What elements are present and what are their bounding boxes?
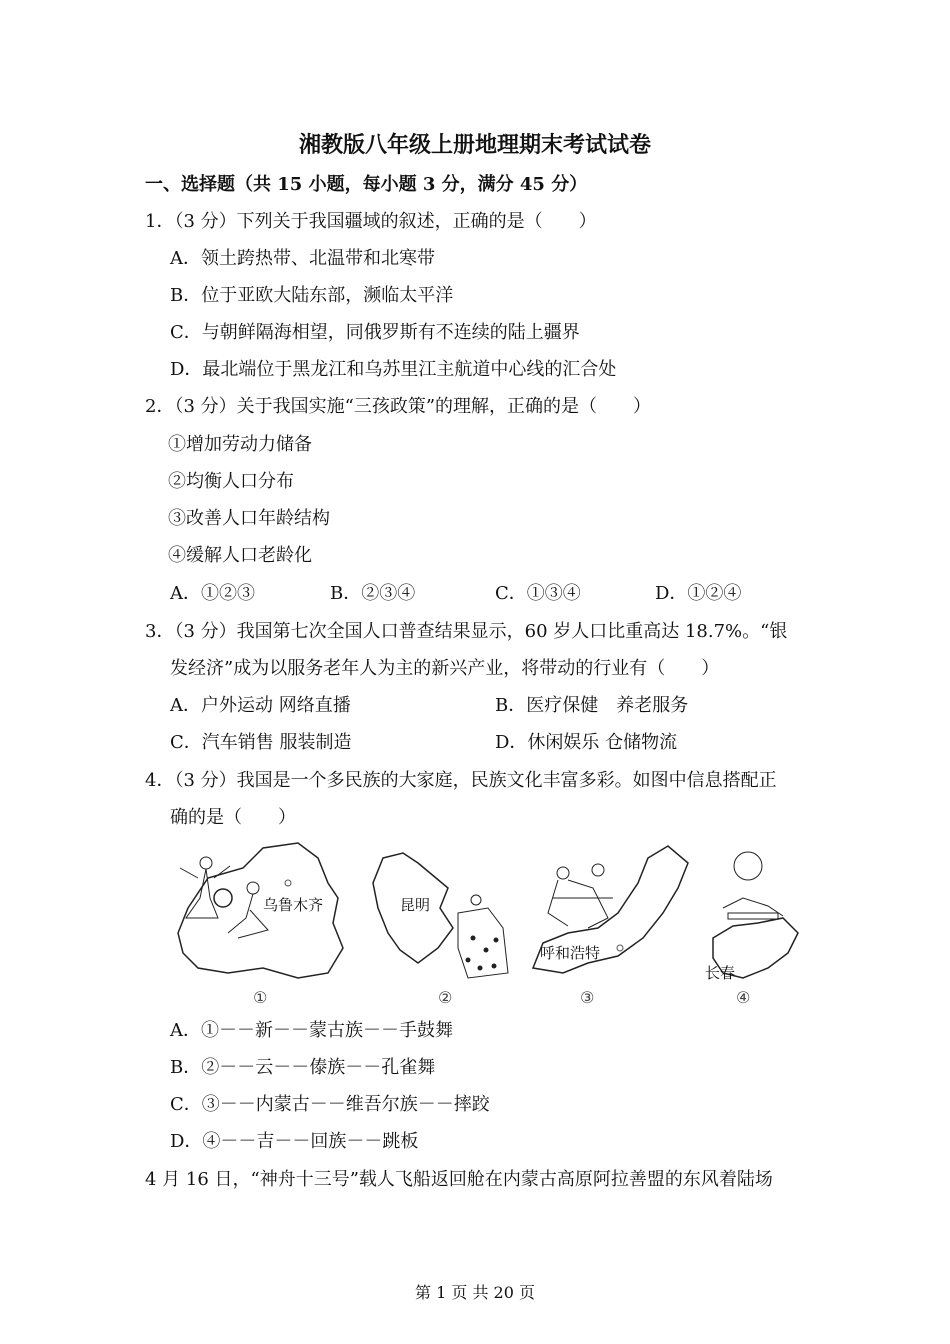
q2-item-2: ②均衡人口分布: [168, 471, 294, 492]
page-footer: 第 1 页 共 20 页: [415, 1283, 535, 1302]
q2-option-a: A．①②③: [170, 583, 255, 604]
q2-stem: 2．（3 分）关于我国实施“三孩政策”的理解，正确的是（ ）: [145, 396, 652, 417]
trailing-paragraph: 4 月 16 日，“神舟十三号”载人飞船返回舱在内蒙古高原阿拉善盟的东风着陆场: [145, 1169, 773, 1190]
figure-number: ④: [736, 988, 751, 1007]
section-heading: 一、选择题（共 15 小题，每小题 3 分，满分 45 分）: [145, 174, 588, 195]
q3-stem-line2: 发经济”成为以服务老年人为主的新兴产业，将带动的行业有（ ）: [170, 658, 720, 679]
q1-stem: 1．（3 分）下列关于我国疆域的叙述，正确的是（ ）: [145, 211, 597, 232]
city-label: 乌鲁木齐: [263, 896, 324, 914]
q1-option-b: B．位于亚欧大陆东部，濒临太平洋: [170, 285, 454, 306]
q2-item-1: ①增加劳动力储备: [168, 434, 312, 455]
city-label: 昆明: [400, 896, 431, 914]
q2-item-4: ④缓解人口老龄化: [168, 545, 312, 566]
page-title: 湘教版八年级上册地理期末考试试卷: [298, 132, 651, 158]
figure-number: ③: [580, 988, 595, 1007]
q1-option-d: D．最北端位于黑龙江和乌苏里江主航道中心线的汇合处: [170, 359, 617, 380]
figure-number: ②: [438, 988, 453, 1007]
q3-option-a: A．户外运动 网络直播: [170, 695, 351, 716]
ethnic-culture-figure: [168, 838, 808, 1013]
q1-option-a: A．领土跨热带、北温带和北寒带: [170, 248, 435, 269]
q3-option-b: B．医疗保健 养老服务: [495, 695, 689, 716]
q4-option-b: B．②－－云－－傣族－－孔雀舞: [170, 1057, 436, 1078]
q4-stem-line1: 4．（3 分）我国是一个多民族的大家庭，民族文化丰富多彩。如图中信息搭配正: [145, 770, 777, 791]
map-inner-mongolia: [533, 846, 688, 1007]
q4-option-d: D．④－－吉－－回族－－跳板: [170, 1131, 419, 1152]
q2-item-3: ③改善人口年龄结构: [168, 508, 330, 529]
map-jilin: [705, 852, 798, 1007]
q2-option-d: D．①②④: [655, 583, 742, 604]
q3-option-c: C．汽车销售 服装制造: [170, 732, 352, 753]
q1-option-c: C．与朝鲜隔海相望，同俄罗斯有不连续的陆上疆界: [170, 322, 580, 343]
q3-stem-line1: 3．（3 分）我国第七次全国人口普查结果显示，60 岁人口比重高达 18.7%。“银: [145, 621, 788, 642]
q2-option-c: C．①③④: [495, 583, 581, 604]
q4-option-c: C．③－－内蒙古－－维吾尔族－－摔跤: [170, 1094, 490, 1115]
map-yunnan: [373, 853, 508, 1007]
q2-option-b: B．②③④: [330, 583, 416, 604]
city-label: 呼和浩特: [540, 944, 601, 962]
map-xinjiang: [178, 843, 343, 1007]
city-label: 长春: [705, 964, 736, 982]
figure-number: ①: [253, 988, 268, 1007]
q3-option-d: D．休闲娱乐 仓储物流: [495, 732, 678, 753]
q4-stem-line2: 确的是（ ）: [170, 807, 296, 828]
q4-option-a: A．①－－新－－蒙古族－－手鼓舞: [170, 1020, 453, 1041]
